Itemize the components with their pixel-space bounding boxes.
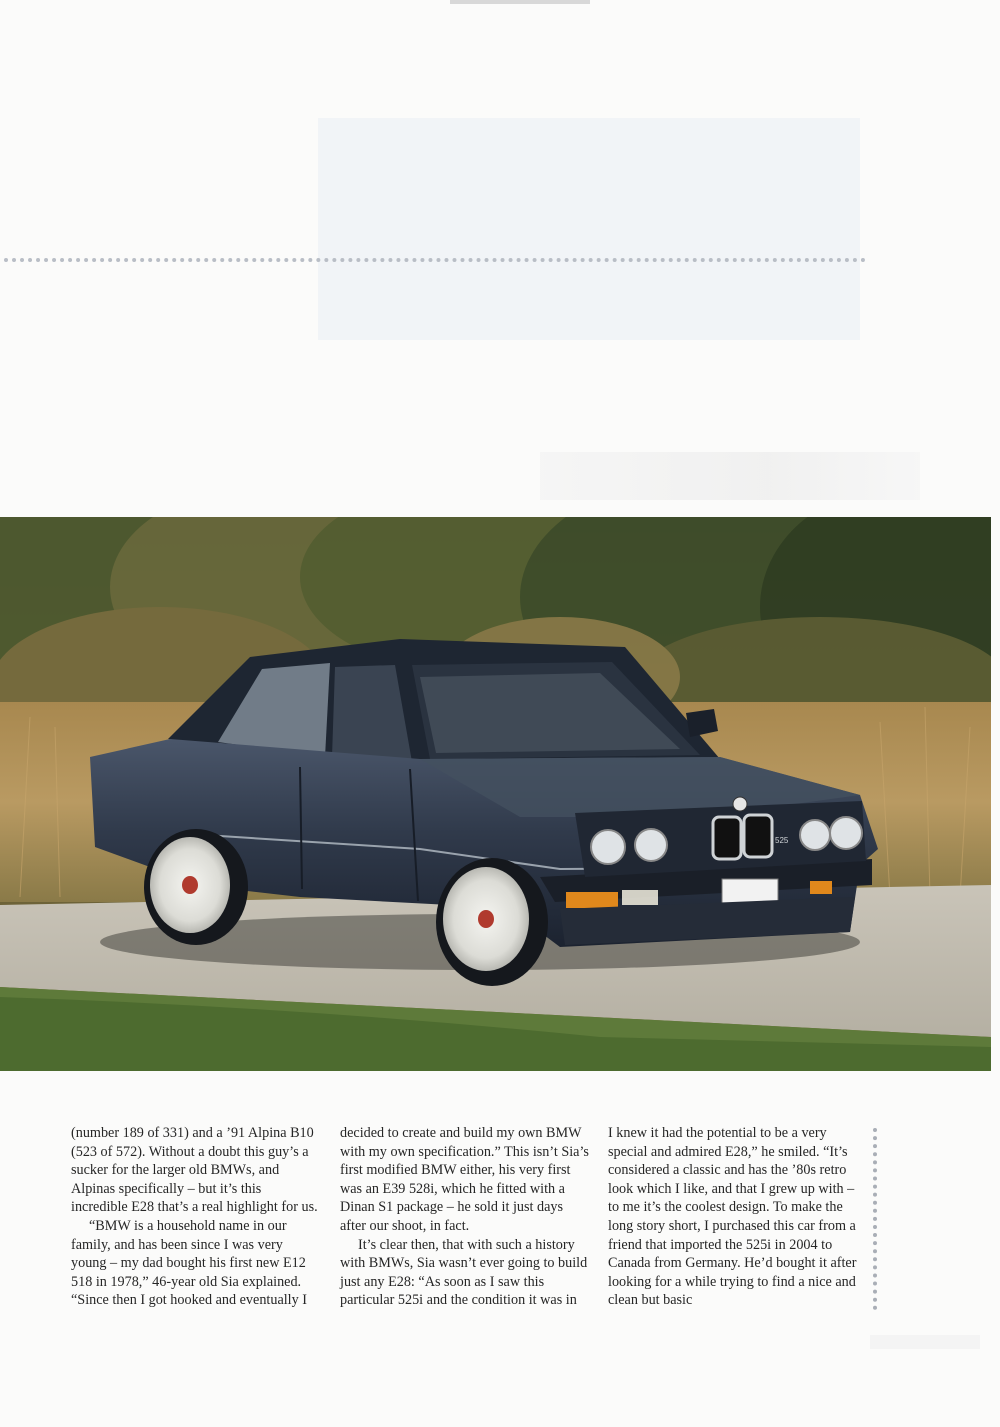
text-column-1 — [71, 1124, 321, 1310]
paragraph: It’s clear then, that with such a history with BMWs, Sia wasn’t ever going to build just any E28: “As soon as I saw this particular 525i and the condition it was in — [340, 1236, 588, 1309]
paragraph: “BMW is a household name in our family, and has been since I was very young – my dad bought his first new E12 518 in 1978,” 46-year old Sia explained. “Since then I got hooked and eventually I — [71, 1217, 307, 1309]
front-wheel — [436, 858, 548, 986]
dotted-divider — [4, 258, 866, 262]
paragraph: (number 189 of 331) and a ’91 Alpina B10 (523 of 572). Without a doubt this guy’s a sucker for the larger old BMWs, and Alpinas specifically – but it’s this incredible E28 that’s a real highlight for us. — [71, 1125, 318, 1216]
show-through-heading — [540, 452, 920, 500]
car-photo — [0, 517, 991, 1071]
grille-badge: 525 — [775, 836, 789, 845]
top-print-mark — [450, 0, 590, 4]
rear-wheel — [144, 829, 248, 945]
show-through-folio — [870, 1335, 980, 1349]
text-column-3 — [608, 1124, 858, 1310]
text-column-2 — [340, 1124, 592, 1310]
dotted-side-rule — [873, 1128, 877, 1310]
paragraph: decided to create and build my own BMW with my own specification.” This isn’t Sia’s first modified BMW either, his very first was an E39 528i, which he fitted with a Dinan S1 package – he sold it just days after our shoot, in fact. — [340, 1125, 589, 1234]
paragraph: I knew it had the potential to be a very special and admired E28,” he smiled. “It’s considered a classic and has the ’80s retro look which I like, and that I grew up with – to me it’s the coolest design. To make the long story short, I purchased this car from a friend that imported the 525i in 2004 to Canada from Germany. He’d bought it after looking for a while trying to find a nice and clean but basic — [608, 1125, 857, 1309]
show-through-panel — [318, 118, 860, 340]
